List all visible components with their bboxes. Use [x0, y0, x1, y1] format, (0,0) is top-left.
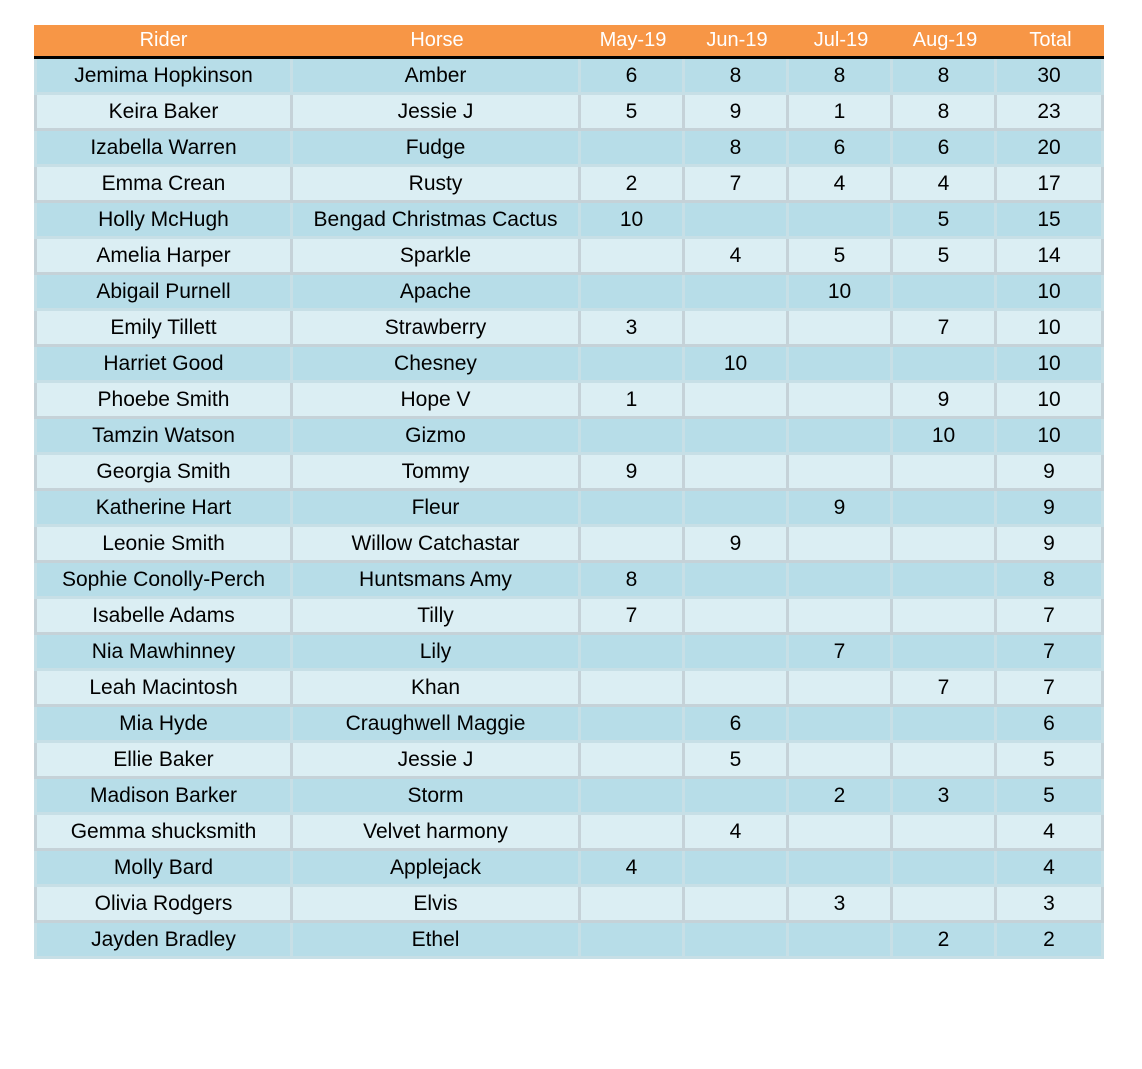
cell-jul-19 [789, 851, 893, 887]
cell-horse: Hope V [293, 383, 581, 419]
cell-may-19 [581, 131, 685, 167]
cell-rider: Ellie Baker [34, 743, 293, 779]
cell-rider: Jayden Bradley [34, 923, 293, 959]
cell-jun-19 [685, 311, 789, 347]
standings-sheet [34, 25, 1104, 959]
cell-jun-19 [685, 635, 789, 671]
cell-jul-19: 7 [789, 635, 893, 671]
cell-rider: Izabella Warren [34, 131, 293, 167]
cell-jun-19 [685, 419, 789, 455]
cell-may-19: 4 [581, 851, 685, 887]
cell-aug-19 [893, 599, 997, 635]
cell-rider: Molly Bard [34, 851, 293, 887]
cell-total: 7 [997, 599, 1104, 635]
cell-total: 4 [997, 851, 1104, 887]
cell-rider: Mia Hyde [34, 707, 293, 743]
cell-aug-19 [893, 491, 997, 527]
cell-jun-19 [685, 923, 789, 959]
cell-total: 5 [997, 743, 1104, 779]
cell-horse: Apache [293, 275, 581, 311]
cell-may-19 [581, 923, 685, 959]
cell-total: 9 [997, 455, 1104, 491]
cell-horse: Khan [293, 671, 581, 707]
cell-horse: Jessie J [293, 95, 581, 131]
cell-rider: Isabelle Adams [34, 599, 293, 635]
cell-aug-19 [893, 815, 997, 851]
cell-jul-19: 2 [789, 779, 893, 815]
cell-jun-19 [685, 563, 789, 599]
table-row [34, 95, 1104, 131]
table-row [34, 707, 1104, 743]
cell-rider: Olivia Rodgers [34, 887, 293, 923]
cell-may-19 [581, 671, 685, 707]
cell-may-19: 9 [581, 455, 685, 491]
cell-horse: Tilly [293, 599, 581, 635]
table-row [34, 419, 1104, 455]
cell-rider: Keira Baker [34, 95, 293, 131]
cell-rider: Leah Macintosh [34, 671, 293, 707]
cell-jun-19 [685, 455, 789, 491]
cell-may-19 [581, 491, 685, 527]
cell-horse: Strawberry [293, 311, 581, 347]
cell-may-19: 8 [581, 563, 685, 599]
table-row [34, 131, 1104, 167]
header-row [34, 25, 1104, 59]
cell-may-19: 1 [581, 383, 685, 419]
cell-may-19: 6 [581, 59, 685, 95]
cell-total: 6 [997, 707, 1104, 743]
cell-jun-19 [685, 887, 789, 923]
cell-rider: Jemima Hopkinson [34, 59, 293, 95]
cell-jul-19: 8 [789, 59, 893, 95]
table-row [34, 923, 1104, 959]
table-row [34, 635, 1104, 671]
cell-jul-19: 1 [789, 95, 893, 131]
cell-jul-19 [789, 347, 893, 383]
header-rider: Rider [34, 25, 293, 59]
cell-total: 4 [997, 815, 1104, 851]
cell-may-19: 7 [581, 599, 685, 635]
cell-aug-19 [893, 635, 997, 671]
table-row [34, 527, 1104, 563]
cell-jun-19: 8 [685, 59, 789, 95]
cell-jun-19: 9 [685, 527, 789, 563]
cell-horse: Velvet harmony [293, 815, 581, 851]
cell-aug-19 [893, 743, 997, 779]
table-row [34, 851, 1104, 887]
cell-may-19 [581, 527, 685, 563]
header-jul-19: Jul-19 [789, 25, 893, 59]
header-aug-19: Aug-19 [893, 25, 997, 59]
cell-horse: Chesney [293, 347, 581, 383]
cell-aug-19: 8 [893, 95, 997, 131]
table-row [34, 455, 1104, 491]
cell-aug-19 [893, 347, 997, 383]
cell-horse: Lily [293, 635, 581, 671]
cell-may-19 [581, 887, 685, 923]
cell-total: 3 [997, 887, 1104, 923]
cell-rider: Nia Mawhinney [34, 635, 293, 671]
cell-total: 23 [997, 95, 1104, 131]
cell-jul-19 [789, 527, 893, 563]
table-row [34, 347, 1104, 383]
cell-may-19: 5 [581, 95, 685, 131]
cell-may-19: 2 [581, 167, 685, 203]
table-row [34, 239, 1104, 275]
cell-jul-19 [789, 671, 893, 707]
cell-aug-19: 7 [893, 671, 997, 707]
cell-horse: Tommy [293, 455, 581, 491]
cell-aug-19: 6 [893, 131, 997, 167]
cell-aug-19: 10 [893, 419, 997, 455]
cell-jun-19: 4 [685, 239, 789, 275]
cell-total: 5 [997, 779, 1104, 815]
cell-aug-19: 7 [893, 311, 997, 347]
cell-jul-19: 6 [789, 131, 893, 167]
cell-may-19 [581, 815, 685, 851]
cell-jun-19: 4 [685, 815, 789, 851]
header-jun-19: Jun-19 [685, 25, 789, 59]
cell-horse: Storm [293, 779, 581, 815]
table-header [34, 25, 1104, 59]
cell-total: 9 [997, 491, 1104, 527]
cell-may-19 [581, 419, 685, 455]
cell-jul-19 [789, 743, 893, 779]
cell-jul-19: 5 [789, 239, 893, 275]
cell-jun-19: 8 [685, 131, 789, 167]
table-row [34, 815, 1104, 851]
cell-horse: Fudge [293, 131, 581, 167]
cell-horse: Applejack [293, 851, 581, 887]
cell-jun-19: 9 [685, 95, 789, 131]
cell-horse: Craughwell Maggie [293, 707, 581, 743]
table-row [34, 599, 1104, 635]
cell-aug-19: 3 [893, 779, 997, 815]
table-row [34, 311, 1104, 347]
cell-rider: Leonie Smith [34, 527, 293, 563]
cell-jun-19 [685, 671, 789, 707]
table-row [34, 383, 1104, 419]
cell-jul-19: 10 [789, 275, 893, 311]
cell-jul-19 [789, 563, 893, 599]
cell-total: 20 [997, 131, 1104, 167]
cell-rider: Emily Tillett [34, 311, 293, 347]
cell-rider: Emma Crean [34, 167, 293, 203]
cell-horse: Gizmo [293, 419, 581, 455]
cell-horse: Rusty [293, 167, 581, 203]
cell-jul-19 [789, 707, 893, 743]
table-row [34, 887, 1104, 923]
cell-jun-19 [685, 203, 789, 239]
cell-aug-19: 8 [893, 59, 997, 95]
cell-horse: Elvis [293, 887, 581, 923]
cell-jun-19 [685, 851, 789, 887]
cell-jul-19 [789, 203, 893, 239]
cell-aug-19 [893, 275, 997, 311]
header-horse: Horse [293, 25, 581, 59]
table-row [34, 491, 1104, 527]
cell-rider: Katherine Hart [34, 491, 293, 527]
table-row [34, 743, 1104, 779]
cell-may-19 [581, 743, 685, 779]
cell-aug-19 [893, 707, 997, 743]
cell-may-19 [581, 635, 685, 671]
cell-jul-19 [789, 419, 893, 455]
cell-total: 14 [997, 239, 1104, 275]
cell-aug-19 [893, 563, 997, 599]
cell-horse: Fleur [293, 491, 581, 527]
cell-total: 2 [997, 923, 1104, 959]
cell-aug-19: 2 [893, 923, 997, 959]
table-row [34, 563, 1104, 599]
table-body [34, 59, 1104, 959]
cell-total: 10 [997, 347, 1104, 383]
table-row [34, 59, 1104, 95]
cell-jun-19: 7 [685, 167, 789, 203]
cell-aug-19 [893, 455, 997, 491]
cell-total: 30 [997, 59, 1104, 95]
cell-rider: Gemma shucksmith [34, 815, 293, 851]
cell-jul-19 [789, 383, 893, 419]
header-total: Total [997, 25, 1104, 59]
cell-jun-19 [685, 383, 789, 419]
cell-total: 7 [997, 635, 1104, 671]
cell-may-19 [581, 779, 685, 815]
cell-jul-19: 3 [789, 887, 893, 923]
cell-horse: Sparkle [293, 239, 581, 275]
cell-horse: Amber [293, 59, 581, 95]
table-row [34, 203, 1104, 239]
cell-aug-19: 9 [893, 383, 997, 419]
cell-rider: Georgia Smith [34, 455, 293, 491]
cell-rider: Sophie Conolly-Perch [34, 563, 293, 599]
cell-aug-19 [893, 527, 997, 563]
cell-horse: Willow Catchastar [293, 527, 581, 563]
cell-total: 10 [997, 419, 1104, 455]
cell-jun-19 [685, 599, 789, 635]
cell-jul-19 [789, 455, 893, 491]
cell-rider: Amelia Harper [34, 239, 293, 275]
cell-jul-19 [789, 311, 893, 347]
cell-rider: Phoebe Smith [34, 383, 293, 419]
cell-jul-19 [789, 815, 893, 851]
cell-jul-19 [789, 599, 893, 635]
cell-total: 10 [997, 383, 1104, 419]
cell-jul-19: 9 [789, 491, 893, 527]
cell-horse: Bengad Christmas Cactus [293, 203, 581, 239]
cell-jun-19: 6 [685, 707, 789, 743]
cell-may-19: 10 [581, 203, 685, 239]
cell-rider: Madison Barker [34, 779, 293, 815]
table-row [34, 779, 1104, 815]
cell-aug-19: 5 [893, 203, 997, 239]
standings-table [34, 25, 1104, 959]
cell-total: 10 [997, 311, 1104, 347]
cell-may-19 [581, 275, 685, 311]
cell-aug-19: 4 [893, 167, 997, 203]
table-row [34, 275, 1104, 311]
cell-aug-19: 5 [893, 239, 997, 275]
cell-jun-19: 5 [685, 743, 789, 779]
table-row [34, 167, 1104, 203]
cell-jun-19 [685, 491, 789, 527]
cell-jun-19 [685, 275, 789, 311]
cell-total: 17 [997, 167, 1104, 203]
cell-jul-19 [789, 923, 893, 959]
cell-rider: Tamzin Watson [34, 419, 293, 455]
cell-total: 9 [997, 527, 1104, 563]
cell-jun-19 [685, 779, 789, 815]
cell-may-19 [581, 239, 685, 275]
cell-total: 10 [997, 275, 1104, 311]
cell-aug-19 [893, 887, 997, 923]
table-row [34, 671, 1104, 707]
cell-rider: Harriet Good [34, 347, 293, 383]
cell-horse: Ethel [293, 923, 581, 959]
cell-total: 15 [997, 203, 1104, 239]
cell-horse: Jessie J [293, 743, 581, 779]
cell-total: 7 [997, 671, 1104, 707]
cell-aug-19 [893, 851, 997, 887]
cell-horse: Huntsmans Amy [293, 563, 581, 599]
cell-total: 8 [997, 563, 1104, 599]
header-may-19: May-19 [581, 25, 685, 59]
cell-rider: Holly McHugh [34, 203, 293, 239]
cell-may-19 [581, 707, 685, 743]
cell-may-19: 3 [581, 311, 685, 347]
cell-rider: Abigail Purnell [34, 275, 293, 311]
cell-may-19 [581, 347, 685, 383]
cell-jun-19: 10 [685, 347, 789, 383]
cell-jul-19: 4 [789, 167, 893, 203]
